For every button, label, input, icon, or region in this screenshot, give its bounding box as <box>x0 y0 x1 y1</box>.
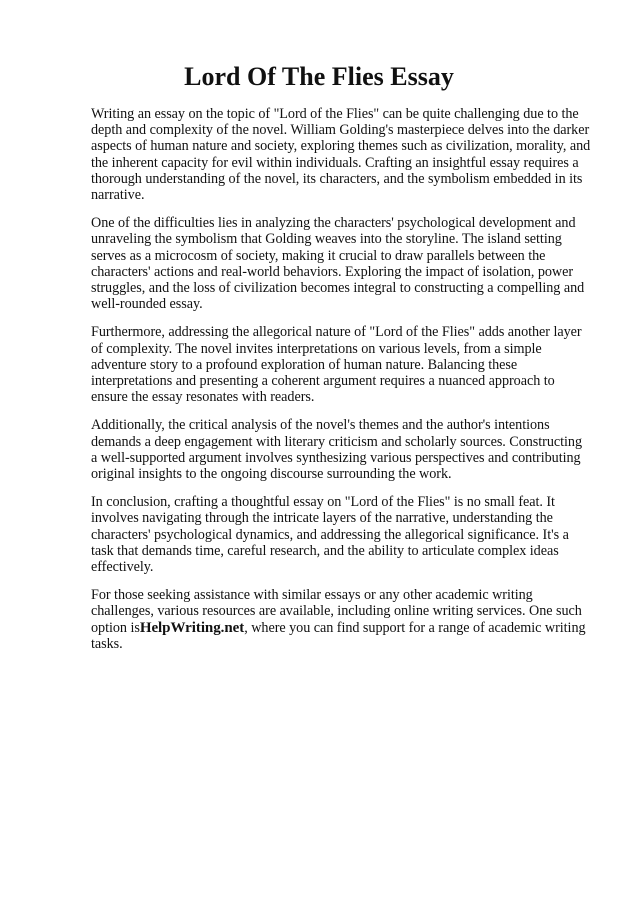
paragraph-closing <box>91 587 591 652</box>
closing-text-after-link: , where you can find support for a range of academic writing tasks. <box>91 619 586 652</box>
helpwriting-link[interactable]: HelpWriting.net <box>139 619 245 636</box>
paragraph-intro: Writing an essay on the topic of "Lord of the Flies" can be quite challenging due to the depth and complexity of the novel. William Golding's masterpiece delves into the darker aspects of human nature and society, exploring themes such as civilization, morality, and the inherent capacity for evil within individuals. Crafting an insightful essay requires a thorough understanding of the novel, its characters, and the symbolism embedded in its narrative. <box>91 106 591 204</box>
document-title: Lord Of The Flies Essay <box>184 62 454 91</box>
closing-text-before-link: For those seeking assistance with similar essays or any other academic writing challenges, various resources are available, including online writing services. One such option is <box>91 587 582 636</box>
paragraph-allegory: Furthermore, addressing the allegorical nature of "Lord of the Flies" adds another layer of complexity. The novel invites interpretations on various levels, from a simple adventure story to a profound exploration of human nature. Balancing these interpretations and presenting a coherent argument requires a nuanced approach to ensure the essay resonates with readers. <box>91 324 582 406</box>
paragraph-critical-analysis: Additionally, the critical analysis of the novel's themes and the author's intentions demands a deep engagement with literary criticism and scholarly sources. Constructing a well-supported argument involves synthesizing various perspectives and contributing original insights to the ongoing discourse surrounding the work. <box>91 417 582 483</box>
document-body <box>91 106 591 664</box>
paragraph-conclusion: In conclusion, crafting a thoughtful essay on "Lord of the Flies" is no small feat. It involves navigating through the intricate layers of the narrative, understanding the characters' psychological dynamics, and addressing the allegorical significance. It's a task that demands time, careful research, and the ability to articulate complex ideas effectively. <box>91 494 569 576</box>
paragraph-difficulties: One of the difficulties lies in analyzing the characters' psychological development and unraveling the symbolism that Golding weaves into the storyline. The island setting serves as a microcosm of society, making it crucial to draw parallels between the characters' actions and real-world behaviors. Exploring the impact of isolation, power struggles, and the loss of civilization becomes integral to constructing a compelling and well-rounded essay. <box>91 215 585 313</box>
